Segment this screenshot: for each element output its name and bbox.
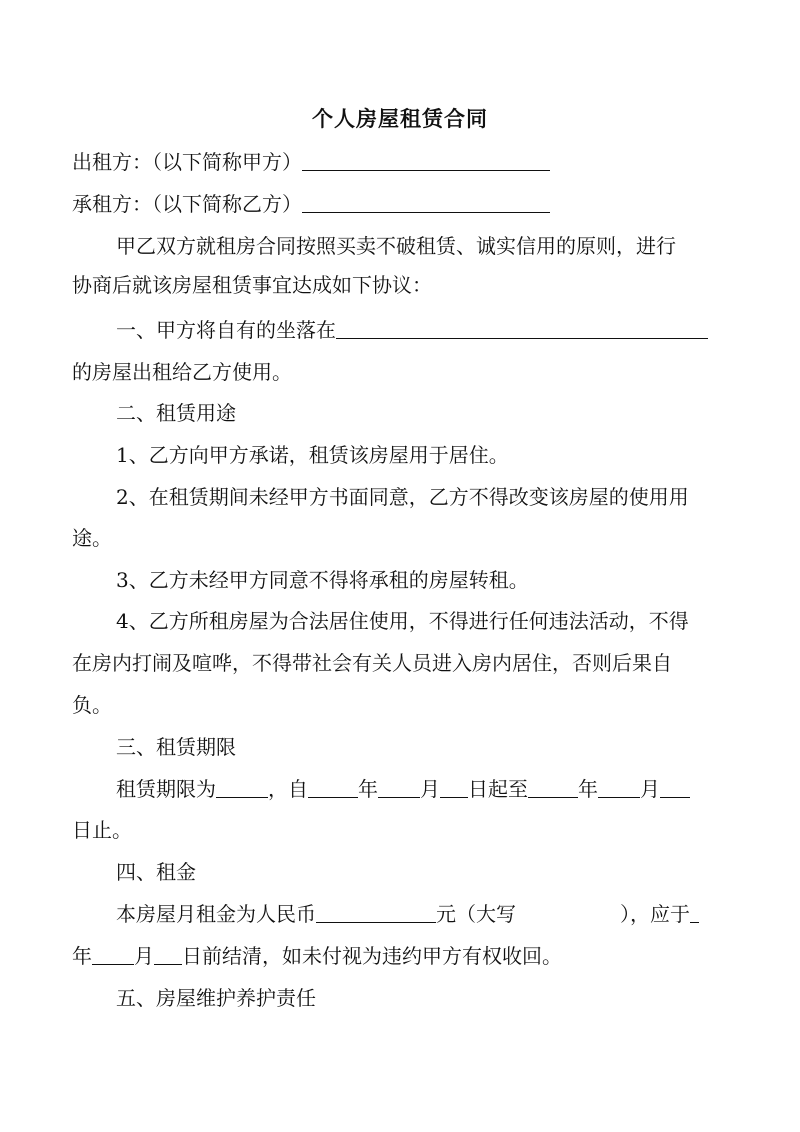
rent-line-2 (72, 941, 562, 971)
lease-term-line (116, 774, 690, 804)
lessor-line (72, 147, 550, 177)
section2-item-4-line-3: 负。 (72, 693, 112, 717)
property-location-blank (336, 316, 708, 339)
rent-amount-blank (316, 900, 436, 923)
section2-item-3: 3、乙方未经甲方同意不得将承租的房屋转租。 (116, 568, 529, 592)
section2-item-1: 1、乙方向甲方承诺，租赁该房屋用于居住。 (116, 443, 509, 467)
section4-heading: 四、租金 (116, 860, 196, 884)
rent-uppercase-text: 元（大写 (436, 902, 516, 926)
rent-due-year-text: 年 (72, 944, 92, 968)
intro-line-2: 协商后就该房屋租赁事宜达成如下协议： (72, 273, 432, 297)
lease-term-blank (216, 775, 268, 798)
rent-due-year-blank (690, 900, 699, 923)
section2-item-2-line-1: 2、在租赁期间未经甲方书面同意，乙方不得改变该房屋的使用用 (116, 485, 689, 509)
intro-line-1: 甲乙双方就租房合同按照买卖不破租赁、诚实信用的原则，进行 (116, 234, 676, 258)
start-day-text: 日起至 (468, 777, 528, 801)
rent-due-rest-text: 日前结清，如未付视为违约甲方有权收回。 (182, 944, 562, 968)
section5-heading: 五、房屋维护养护责任 (116, 986, 316, 1010)
rent-due-month-text: 月 (134, 944, 154, 968)
section1-line-2: 的房屋出租给乙方使用。 (72, 360, 292, 384)
lease-from-text: ，自 (268, 777, 308, 801)
start-month-text: 月 (420, 777, 440, 801)
section2-item-4-line-1: 4、乙方所租房屋为合法居住使用，不得进行任何违法活动，不得 (116, 609, 689, 633)
start-year-text: 年 (358, 777, 378, 801)
end-year-text: 年 (578, 777, 598, 801)
lessee-label: 承租方：（以下简称乙方） (72, 192, 302, 216)
rent-due-day-blank (154, 942, 182, 965)
document-title: 个人房屋租赁合同 (312, 106, 488, 131)
lessee-line (72, 189, 550, 219)
start-month-blank (378, 775, 420, 798)
lessee-blank (302, 190, 550, 213)
rent-line-1 (116, 899, 699, 929)
start-year-blank (308, 775, 358, 798)
lease-term-text: 租赁期限为 (116, 777, 216, 801)
lease-term-end: 日止。 (72, 818, 132, 842)
rent-amount-text: 本房屋月租金为人民币 (116, 902, 316, 926)
section2-item-4-line-2: 在房内打闹及喧哗，不得带社会有关人员进入房内居住，否则后果自 (72, 651, 672, 675)
end-month-blank (598, 775, 640, 798)
end-month-text: 月 (640, 777, 660, 801)
section3-heading: 三、租赁期限 (116, 735, 236, 759)
section1-text: 一、甲方将自有的坐落在 (116, 318, 336, 342)
section2-heading: 二、租赁用途 (116, 401, 236, 425)
end-day-blank (660, 775, 690, 798)
rent-due-month-blank (92, 942, 134, 965)
rent-due-text: ），应于 (620, 902, 690, 926)
section1-line-1 (116, 315, 708, 345)
section2-item-2-line-2: 途。 (72, 526, 112, 550)
lessor-label: 出租方：（以下简称甲方） (72, 150, 302, 174)
start-day-blank (440, 775, 468, 798)
lessor-blank (302, 148, 550, 171)
end-year-blank (528, 775, 578, 798)
